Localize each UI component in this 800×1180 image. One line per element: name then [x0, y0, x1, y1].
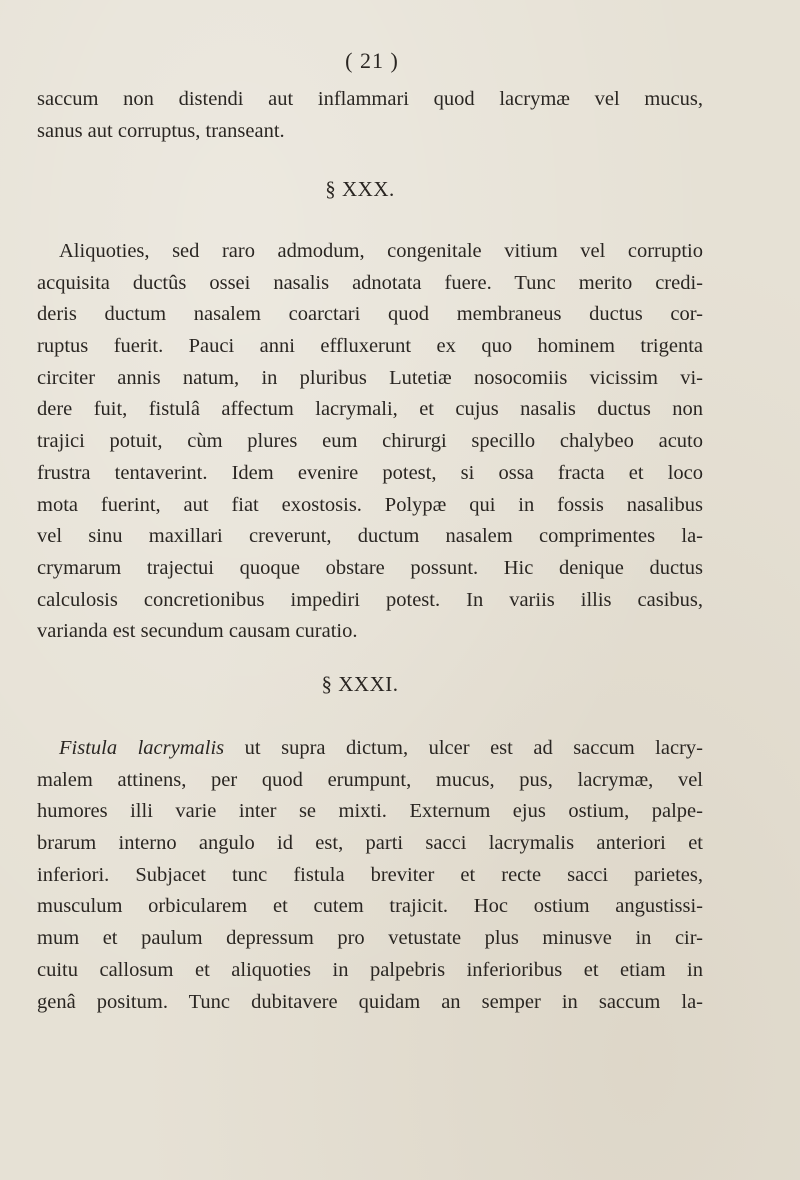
text-run: ut supra dictum, ulcer est ad saccum lacry-	[224, 737, 703, 759]
text-line: mota fuerint, aut fiat exostosis. Polypæ qui in fossis nasalibus	[37, 493, 703, 516]
section-heading-30: § XXX.	[325, 177, 395, 201]
text-line: acquisita ductûs ossei nasalis adnotata fuere. Tunc merito credi-	[37, 271, 703, 294]
page-number: ( 21 )	[345, 48, 399, 73]
text-line: ruptus fuerit. Pauci anni effluxerunt ex quo hominem trigenta	[37, 335, 703, 358]
text-line: circiter annis natum, in pluribus Lutetiæ nosocomiis vicissim vi-	[37, 366, 703, 389]
text-line: malem attinens, per quod erumpunt, mucus, pus, lacrymæ, vel	[37, 768, 703, 791]
text-line: inferiori. Subjacet tunc fistula breviter et recte sacci parietes,	[37, 863, 703, 886]
text-line	[37, 733, 703, 765]
text-line: Aliquoties, sed raro admodum, congenitale vitium vel corruptio	[59, 240, 703, 262]
text-line: varianda est secundum causam curatio.	[37, 620, 358, 643]
text-line: cuitu callosum et aliquoties in palpebris inferioribus et etiam in	[37, 958, 703, 981]
italic-term: Fistula lacrymalis	[59, 737, 225, 759]
text-line: frustra tentaverint. Idem evenire potest, si ossa fracta et loco	[37, 461, 703, 484]
text-line: mum et paulum depressum pro vetustate plus minusve in cir-	[37, 927, 703, 950]
section-30-paragraph	[37, 236, 703, 648]
text-line: deris ductum nasalem coarctari quod membraneus ductus cor-	[37, 303, 703, 326]
text-line: humores illi varie inter se mixti. Externum ejus ostium, palpe-	[37, 800, 703, 823]
section-heading-31: § XXXI.	[321, 672, 399, 696]
text-line: brarum interno angulo id est, parti sacci lacrymalis anteriori et	[37, 832, 703, 855]
text-line: dere fuit, fistulâ affectum lacrymali, et cujus nasalis ductus non	[37, 398, 703, 421]
text-line: vel sinu maxillari creverunt, ductum nasalem comprimentes la-	[37, 525, 703, 548]
text-line: sanus aut corruptus, transeant.	[37, 119, 285, 142]
text-line: calculosis concretionibus impediri potest. In variis illis casibus,	[37, 588, 703, 611]
opening-paragraph	[37, 84, 703, 147]
text-line: genâ positum. Tunc dubitavere quidam an semper in saccum la-	[37, 990, 703, 1013]
text-line: crymarum trajectui quoque obstare possunt. Hic denique ductus	[37, 556, 703, 579]
text-line: musculum orbicularem et cutem trajicit. Hoc ostium angustissi-	[37, 895, 703, 918]
section-31-paragraph	[37, 733, 703, 1018]
text-line: trajici potuit, cùm plures eum chirurgi specillo chalybeo acuto	[37, 430, 703, 453]
text-line: saccum non distendi aut inflammari quod lacrymæ vel mucus,	[37, 88, 703, 110]
